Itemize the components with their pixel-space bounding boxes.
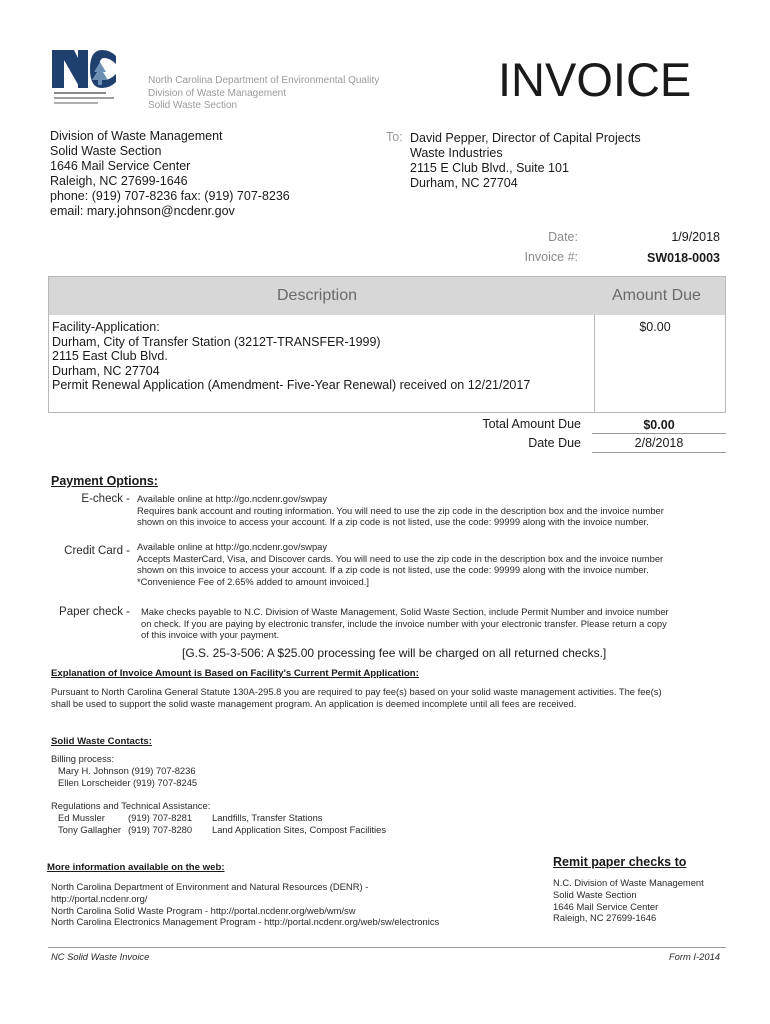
explanation-title: Explanation of Invoice Amount is Based on Facility's Current Permit Application: — [51, 668, 419, 679]
billing-contacts — [51, 753, 197, 788]
explanation-line: Pursuant to North Carolina General Statute 130A-295.8 you are required to pay fee(s) based on your solid waste management activities. The fee(s) — [51, 686, 662, 697]
sender-line: Solid Waste Section — [50, 144, 162, 158]
amount-due-cell: $0.00 — [639, 320, 671, 334]
explanation-line: shall be used to support the solid waste management program. An application is deemed incomplete until all fees are received. — [51, 697, 577, 709]
description-table-header — [49, 277, 725, 315]
billing-contact: Ellen Lorscheider (919) 707-8245 — [58, 776, 198, 788]
credit-card-line: Available online at http://go.ncdenr.gov/swpay — [137, 541, 328, 552]
echeck-line: Requires bank account and routing information. You will need to use the zip code in the description box and the invoice number — [137, 504, 664, 516]
credit-card-label: Credit Card - — [64, 545, 130, 557]
credit-card-line: *Convenience Fee of 2.65% added to amount invoiced.] — [137, 575, 369, 587]
remit-title: Remit paper checks to — [553, 855, 687, 869]
date-due-label: Date Due — [528, 436, 581, 450]
recipient-line: David Pepper, Director of Capital Projects — [410, 131, 641, 145]
footer-left: NC Solid Waste Invoice — [51, 951, 150, 962]
echeck-line: shown on this invoice to access your account. If a zip code is not listed, use the code: 99999 along with the invoice number. — [137, 516, 649, 528]
sender-line: Raleigh, NC 27699-1646 — [50, 174, 188, 188]
sender-email: email: mary.johnson@ncdenr.gov — [50, 204, 235, 218]
total-amount-value: $0.00 — [643, 418, 675, 432]
description-line: Permit Renewal Application (Amendment- Five-Year Renewal) received on 12/21/2017 — [52, 378, 531, 393]
remit-line: N.C. Division of Waste Management — [553, 877, 704, 888]
credit-card-line: Accepts MasterCard, Visa, and Discover cards. You will need to use the zip code in the description box and the invoice number — [137, 552, 664, 564]
reg-contact-phone: (919) 707-8281 — [128, 812, 193, 823]
web-info-links — [51, 881, 439, 928]
reg-contact-name: Tony Gallagher — [58, 824, 122, 835]
remit-line: Raleigh, NC 27699-1646 — [553, 912, 657, 924]
amount-due-column-header: Amount Due — [612, 287, 701, 304]
sender-line: Division of Waste Management — [50, 129, 223, 143]
remit-line: Solid Waste Section — [553, 888, 637, 900]
total-amount-label: Total Amount Due — [482, 417, 581, 431]
credit-card-details — [137, 541, 663, 587]
web-link[interactable]: North Carolina Electronics Management Program - http://portal.ncdenr.org/web/sw/electronics — [51, 916, 440, 928]
footer-divider — [48, 947, 726, 948]
column-divider — [594, 315, 595, 413]
echeck-label: E-check - — [81, 493, 130, 505]
credit-card-line: shown on this invoice to access your account. If a zip code is not listed, use the code: 99999 along with the invoice number. — [137, 564, 649, 576]
sender-line: 1646 Mail Service Center — [50, 159, 191, 173]
date-label: Date: — [548, 230, 578, 244]
returned-check-fee-notice: [G.S. 25-3-506: A $25.00 processing fee will be charged on all returned checks.] — [182, 646, 607, 660]
total-divider — [592, 433, 726, 434]
billing-label: Billing process: — [51, 753, 115, 764]
recipient-line: 2115 E Club Blvd., Suite 101 — [410, 161, 569, 175]
web-link[interactable]: http://portal.ncdenr.org/ — [51, 892, 148, 904]
recipient-line: Waste Industries — [410, 146, 503, 160]
explanation-text — [51, 686, 662, 710]
paper-check-line: of this invoice with your payment. — [141, 629, 280, 641]
due-divider — [592, 452, 726, 453]
paper-check-label: Paper check - — [59, 606, 130, 618]
agency-line: North Carolina Department of Environmental Quality — [148, 75, 380, 86]
paper-check-details — [141, 606, 669, 641]
reg-contact-phone: (919) 707-8280 — [128, 824, 193, 835]
description-line: Durham, City of Transfer Station (3212T-TRANSFER-1999) — [52, 334, 381, 349]
web-info-title: More information available on the web: — [47, 862, 225, 873]
date-value: 1/9/2018 — [671, 230, 720, 244]
agency-header — [148, 75, 379, 113]
regulations-label: Regulations and Technical Assistance: — [51, 800, 211, 811]
agency-line: Solid Waste Section — [148, 100, 238, 111]
nc-deq-logo — [50, 48, 120, 110]
recipient-line: Durham, NC 27704 — [410, 176, 518, 190]
reg-contact-area: Land Application Sites, Compost Facilities — [212, 824, 387, 835]
description-line: Durham, NC 27704 — [52, 363, 160, 378]
echeck-line: Available online at http://go.ncdenr.gov/swpay — [137, 493, 328, 504]
payment-options-title: Payment Options: — [51, 474, 158, 488]
recipient-address — [410, 131, 641, 191]
reg-contact-area: Landfills, Transfer Stations — [212, 812, 323, 823]
web-link[interactable]: North Carolina Solid Waste Program - http://portal.ncdenr.org/web/wm/sw — [51, 904, 356, 916]
remit-line: 1646 Mail Service Center — [553, 900, 659, 912]
sender-address — [50, 129, 290, 219]
agency-line: Division of Waste Management — [148, 87, 287, 99]
paper-check-line: Make checks payable to N.C. Division of Waste Management, Solid Waste Section, include Permit Number and invoice number — [141, 606, 669, 617]
echeck-details — [137, 493, 664, 528]
description-column-header: Description — [277, 287, 358, 304]
invoice-title: INVOICE — [498, 53, 692, 106]
to-label: To: — [386, 130, 403, 144]
web-info-line: North Carolina Department of Environment and Natural Resources (DENR) - — [51, 881, 369, 892]
invoice-number-label: Invoice #: — [524, 250, 578, 264]
date-due-value: 2/8/2018 — [634, 436, 684, 450]
description-line: 2115 East Club Blvd. — [52, 349, 168, 364]
description-cell — [52, 320, 530, 393]
remit-address — [553, 877, 704, 924]
contacts-title: Solid Waste Contacts: — [51, 736, 152, 747]
sender-line: phone: (919) 707-8236 fax: (919) 707-8236 — [50, 189, 290, 203]
paper-check-line: on check. If you are paying by electronic transfer, include the invoice number with your electronic transfer. Please return a copy — [141, 617, 667, 629]
invoice-number-value: SW018-0003 — [647, 251, 720, 265]
footer-form-number: Form I-2014 — [668, 951, 720, 962]
billing-contact: Mary H. Johnson (919) 707-8236 — [58, 764, 196, 776]
reg-contact-name: Ed Mussler — [58, 812, 105, 823]
description-line: Facility-Application: — [52, 320, 160, 334]
